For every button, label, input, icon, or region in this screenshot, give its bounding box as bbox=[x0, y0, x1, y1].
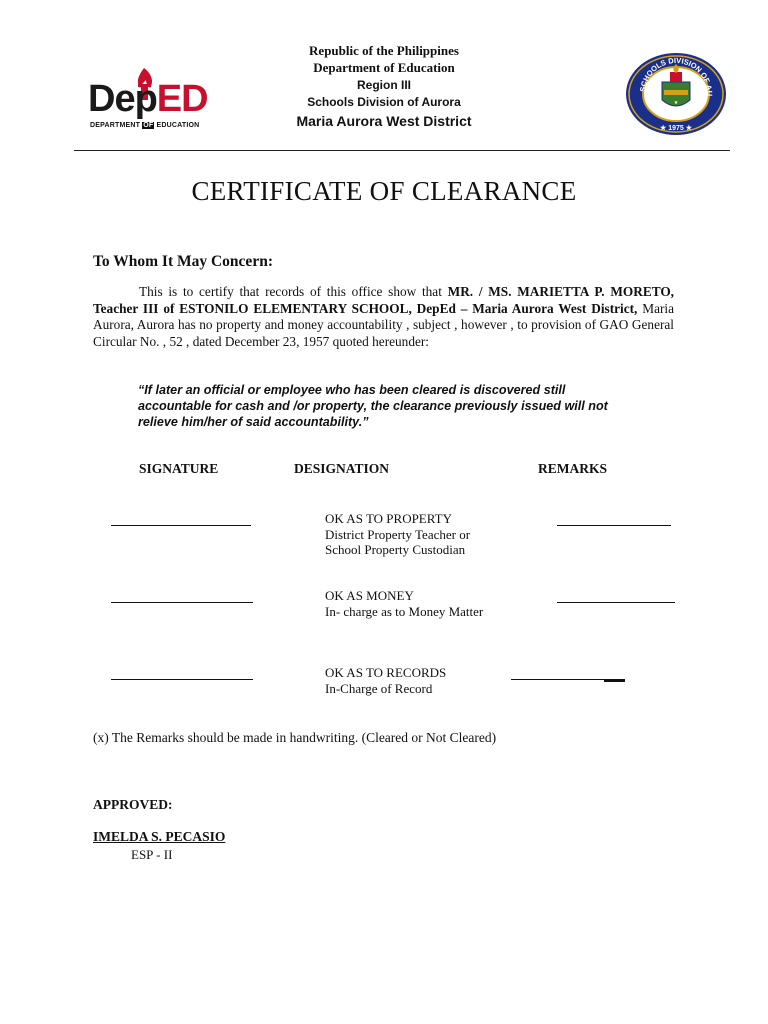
designation-sub: School Property Custodian bbox=[325, 542, 466, 557]
remarks-line-records-underscore bbox=[604, 680, 625, 682]
header-district: Maria Aurora West District bbox=[296, 113, 472, 129]
gao-quote: “If later an official or employee who has been cleared is discovered still accountable for cash and /or property, the clearance previously issued will not relieve him/her of said accountability.” bbox=[138, 383, 608, 429]
designation-title: OK AS MONEY bbox=[325, 588, 414, 603]
salutation: To Whom It May Concern: bbox=[93, 253, 273, 270]
signature-line-records[interactable] bbox=[111, 679, 253, 680]
header-divider bbox=[74, 150, 730, 151]
signature-line-money[interactable] bbox=[111, 602, 253, 603]
svg-text:★ 1975 ★: ★ 1975 ★ bbox=[659, 125, 693, 132]
header-division: Schools Division of Aurora bbox=[307, 95, 461, 109]
column-remarks: REMARKS bbox=[538, 461, 608, 476]
deped-wordmark: DepED bbox=[88, 78, 208, 120]
remarks-note: (x) The Remarks should be made in handwriting. (Cleared or Not Cleared) bbox=[93, 730, 497, 745]
designation-title: OK AS TO PROPERTY bbox=[325, 511, 452, 526]
approver-name: IMELDA S. PECASIO bbox=[93, 829, 226, 844]
page-title: CERTIFICATE OF CLEARANCE bbox=[191, 176, 577, 206]
body-rest: Maria Aurora, Aurora has no property and money accountability , subject , however , to provision of GAO General Circular No. , 52 , dated December 23, 1957 quoted hereunder: bbox=[93, 300, 674, 349]
designation-money bbox=[325, 588, 483, 619]
designation-sub: District Property Teacher or bbox=[325, 526, 471, 542]
certification-paragraph bbox=[93, 284, 674, 350]
body-employee: MR. / MS. MARIETTA P. MORETO, Teacher III of ESTONILO ELEMENTARY SCHOOL, DepEd – Maria Aurora West District, bbox=[93, 284, 674, 316]
designation-property bbox=[325, 511, 470, 558]
designation-title: OK AS TO RECORDS bbox=[325, 665, 447, 680]
designation-sub: In-Charge of Record bbox=[325, 680, 433, 696]
division-seal-icon bbox=[624, 52, 728, 136]
division-seal bbox=[624, 52, 728, 136]
deped-caption: DEPARTMENT OF EDUCATION bbox=[90, 122, 200, 129]
remarks-line-property[interactable] bbox=[557, 525, 671, 526]
designation-sub: In- charge as to Money Matter bbox=[325, 603, 484, 619]
designation-records bbox=[325, 665, 446, 696]
remarks-line-money[interactable] bbox=[557, 602, 675, 603]
deped-logo bbox=[86, 62, 210, 134]
column-signature: SIGNATURE bbox=[139, 461, 219, 476]
body-intro: This is to certify that records of this office show that bbox=[139, 284, 448, 299]
svg-text:SCHOOLS DIVISION OF AURORA: SCHOOLS DIVISION OF AU bbox=[638, 55, 715, 97]
header-republic: Republic of the Philippines bbox=[309, 43, 459, 58]
column-designation: DESIGNATION bbox=[294, 461, 390, 476]
header-department: Department of Education bbox=[313, 60, 455, 75]
approver-position: ESP - II bbox=[131, 847, 173, 862]
signature-line-property[interactable] bbox=[111, 525, 251, 526]
approved-label: APPROVED: bbox=[93, 797, 173, 812]
svg-text:★: ★ bbox=[673, 100, 679, 106]
header-region: Region III bbox=[357, 78, 411, 92]
